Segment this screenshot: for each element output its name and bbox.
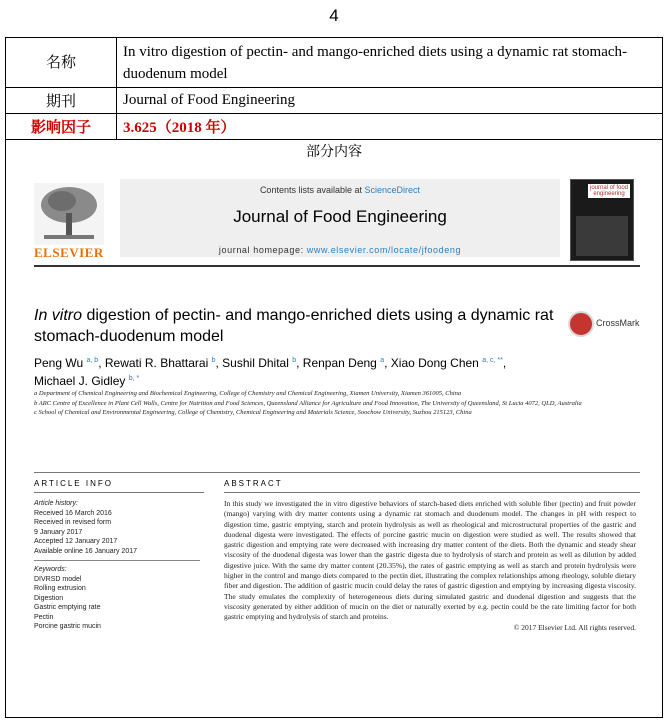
homepage-prefix: journal homepage: — [218, 245, 304, 255]
affiliation-b: b ARC Centre of Excellence in Plant Cell Walls, Centre for Nutrition and Food Sciences, Queensland Alliance for Agriculture and Food Innovation, The University of Queensland, St Lucia 4072, QLD, Australia — [34, 399, 582, 407]
copyright: © 2017 Elsevier Ltd. All rights reserved. — [513, 622, 636, 632]
homepage-link[interactable]: www.elsevier.com/locate/jfoodeng — [306, 245, 462, 255]
history-item: Received 16 March 2016 — [34, 509, 112, 517]
author-affil[interactable]: b — [211, 357, 216, 364]
info-key-journal: 期刊 — [6, 88, 117, 114]
cover-title: journal of food engineering — [589, 185, 629, 197]
author-affil[interactable]: a, c, ** — [482, 357, 503, 364]
info-value-title: In vitro digestion of pectin- and mango-enriched diets using a dynamic rat stomach-duodenum model — [117, 38, 663, 88]
author-name[interactable]: Michael J. Gidley — [34, 374, 126, 388]
info-row-title — [6, 38, 663, 88]
info-row-impact — [6, 114, 663, 140]
keywords-label: Keywords: — [34, 566, 67, 573]
author-name[interactable]: Sushil Dhital — [222, 356, 289, 370]
info-key-title: 名称 — [6, 38, 117, 88]
homepage-line — [120, 245, 560, 255]
keyword: Porcine gastric mucin — [34, 623, 101, 630]
elsevier-logo-text: ELSEVIER — [34, 245, 104, 260]
author-affil[interactable]: a, b — [86, 357, 99, 364]
info-row-journal — [6, 88, 663, 114]
affiliations — [34, 390, 634, 419]
cover-graphic — [576, 216, 628, 256]
divider — [34, 472, 640, 473]
author-name[interactable]: Peng Wu — [34, 356, 84, 370]
author-affil[interactable]: a — [380, 357, 385, 364]
keyword: Gastric emptying rate — [34, 604, 101, 611]
contents-prefix: Contents lists available at — [259, 185, 362, 195]
info-table — [5, 37, 663, 140]
page-number: 4 — [329, 6, 339, 25]
content-title: 部分内容 — [306, 144, 362, 160]
divider — [34, 560, 200, 561]
affiliation-c: c School of Chemical and Environmental Engineering, College of Chemistry, Chemical Engineering and Materials Science, Soochow University, Suzhou 215123, China — [34, 409, 472, 416]
history-label: Article history: — [34, 500, 78, 507]
article-title-rest: digestion of pectin- and mango-enriched diets using a dynamic rat stomach-duodenum model — [34, 307, 554, 345]
article-title-italic: In vitro — [34, 307, 83, 324]
crossmark-badge[interactable] — [568, 311, 648, 335]
content-box — [5, 137, 663, 718]
author-name[interactable]: Renpan Deng — [302, 356, 377, 370]
crossmark-icon — [568, 311, 594, 337]
author-list: Peng Wu $^{a, b}$, Rewati R. Bhattarai $^b$, Sushil Dhital $^b$, Renpan Deng $^a$, Xiao Dong Chen $^{a, c, **}$, Michael J. Gidley $^{b, *}$ — [34, 356, 507, 388]
article-info-heading: ARTICLE INFO — [34, 479, 113, 488]
history-item: Received in revised form — [34, 519, 112, 526]
elsevier-tree-logo — [34, 183, 104, 245]
author-affil[interactable]: b — [292, 357, 297, 364]
article-title — [34, 305, 554, 347]
journal-banner — [120, 179, 560, 257]
sciencedirect-link[interactable]: ScienceDirect — [364, 185, 421, 195]
journal-name: Journal of Food Engineering — [233, 207, 447, 226]
history-item: Accepted 12 January 2017 — [34, 538, 118, 545]
abstract — [224, 499, 636, 633]
keyword: Pectin — [34, 613, 54, 621]
contents-line — [120, 185, 560, 195]
author-name[interactable]: Rewati R. Bhattarai — [104, 356, 209, 370]
history-item: Available online 16 January 2017 — [34, 547, 138, 555]
abstract-heading: ABSTRACT — [224, 479, 283, 488]
keyword: DIVRSD model — [34, 575, 82, 583]
author-affil[interactable]: b, * — [128, 375, 140, 382]
info-value-journal: Journal of Food Engineering — [117, 88, 663, 114]
keyword: Digestion — [34, 594, 64, 602]
journal-header — [34, 179, 640, 267]
crossmark-label: CrossMark — [596, 318, 640, 328]
affiliation-a: a Department of Chemical Engineering and Biochemical Engineering, College of Chemistry and Chemical Engineering, Xiamen University, Xiamen 361005, China — [34, 390, 462, 397]
divider — [34, 492, 204, 493]
article-info — [34, 499, 204, 632]
info-key-impact: 影响因子 — [6, 114, 117, 140]
divider — [224, 492, 640, 493]
keyword: Rolling extrusion — [34, 585, 86, 592]
info-value-impact: 3.625（2018 年） — [117, 114, 663, 140]
author-name[interactable]: Xiao Dong Chen — [390, 356, 479, 370]
abstract-text: In this study we investigated the in vitro digestive behaviors of starch-based diets enriched with soluble fiber (pectin) and fruit powder (mango) varying with dry matter contents using a dynamic rat stomach and duodenum model. The changes in pH with respect to digestion time, gastric emptying, starch and protein hydrolysis as well as rheological and microstructural properties of the gastric and duodenal digesta were investigated. The effects of porcine gastric mucin on digestion were studied as well. The results showed that gastric digestion and emptying rate were decreased with increasing dry matter content of the diets. Both the dynamic and steady shear viscosity of the duodenal digesta was lower than the gastric digesta due to hydrolysis of starch and protein as well as dilution by added digestive juice. With the same dry matter content (20.35%), the rates of gastric emptying as well as starch and protein hydrolysis were higher in the control and mango diets compared to the pectin diet, illustrating the complex relationships among rheology, soluble dietary fiber and digestion. The addition of gastric mucin could delay the rates of gastric digestion and emptying by increasing digesta viscosity. The study emulates the complexity of heterogeneous diets during simulated gastric and duodenal digestion and suggests that the viscosity generated by either addition of mucin on the diet or naturally exerted by e.g. pectin could be the rate limiting factor for both gastric emptying and hydrolysis of starch and proteins. — [224, 499, 636, 622]
history-item: 9 January 2017 — [34, 528, 83, 536]
journal-cover-image — [570, 179, 634, 261]
